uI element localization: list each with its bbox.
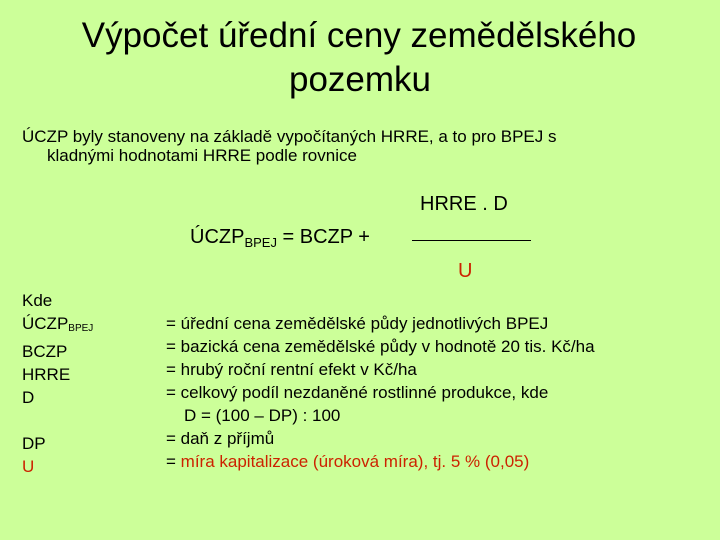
term-uczp-label: ÚCZP xyxy=(22,314,69,333)
definition-terms xyxy=(22,289,93,478)
desc-u-text: míra kapitalizace (úroková míra), tj. 5 % (0,05) xyxy=(180,452,530,471)
term-dp: DP xyxy=(22,434,46,453)
term-spacer xyxy=(22,409,93,432)
desc-u-eq: = xyxy=(166,452,181,471)
term-hrre: HRRE xyxy=(22,365,71,384)
desc-d: = celkový podíl nezdaněné rostlinné produkce, kde xyxy=(166,383,549,402)
definitions-heading: Kde xyxy=(22,291,53,310)
formula-lhs-subscript: BPEJ xyxy=(244,235,277,250)
term-d: D xyxy=(22,388,35,407)
desc-dp: = daň z příjmů xyxy=(166,429,275,448)
desc-bczp: = bazická cena zemědělské půdy v hodnotě 20 tis. Kč/ha xyxy=(166,337,595,356)
desc-d-formula: D = (100 – DP) : 100 xyxy=(184,406,341,425)
intro-line-1: ÚCZP byly stanoveny na základě vypočítaných HRRE, a to pro BPEJ s xyxy=(22,127,557,146)
formula-main xyxy=(190,226,370,250)
formula-denominator: U xyxy=(458,260,473,282)
fraction-line xyxy=(412,240,531,241)
title-line-1: Výpočet úřední ceny zemědělského xyxy=(81,16,637,55)
desc-hrre: = hrubý roční rentní efekt v Kč/ha xyxy=(166,360,417,379)
formula-lhs: ÚCZP xyxy=(190,226,245,248)
intro-line-2: kladnými hodnotami HRRE podle rovnice xyxy=(47,146,357,165)
term-uczp-subscript: BPEJ xyxy=(68,323,94,334)
formula-numerator: HRRE . D xyxy=(420,193,508,215)
title-line-2: pozemku xyxy=(288,60,432,99)
intro-text xyxy=(22,127,682,165)
term-bczp: BCZP xyxy=(22,342,68,361)
desc-u xyxy=(166,450,595,473)
definition-descriptions xyxy=(166,312,595,473)
desc-uczp: = úřední cena zemědělské půdy jednotlivých BPEJ xyxy=(166,314,549,333)
term-u: U xyxy=(22,457,35,476)
term-uczp xyxy=(22,312,93,340)
formula-rhs: = BCZP + xyxy=(276,226,370,248)
page-title xyxy=(0,14,720,102)
